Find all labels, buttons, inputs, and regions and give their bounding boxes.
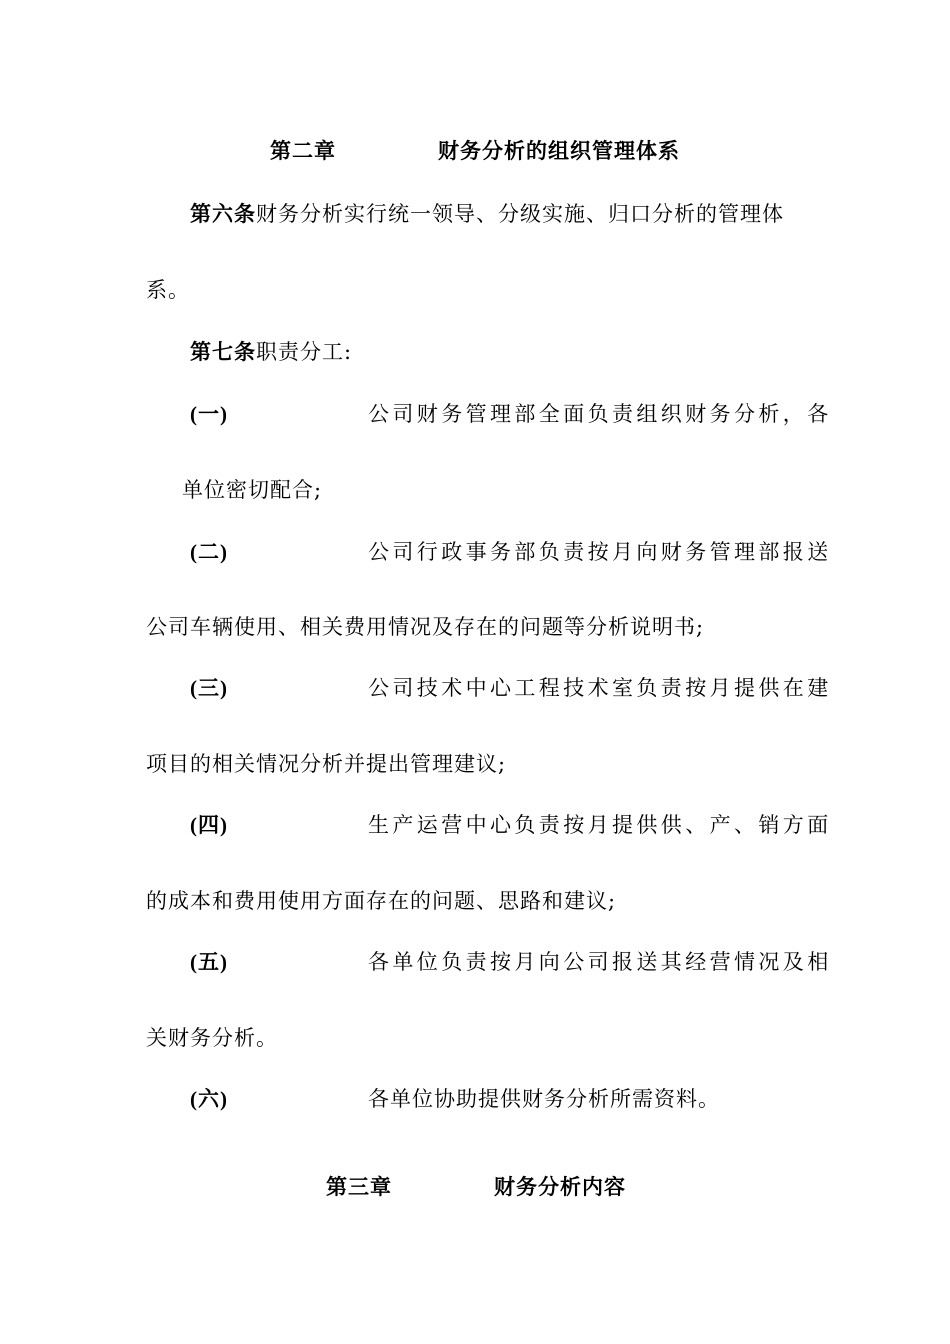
item-6-number: (六) xyxy=(190,1087,228,1111)
item-1-number: (一) xyxy=(190,402,228,426)
item-4-line-2: 的成本和费用使用方面存在的问题、思路和建议; xyxy=(146,889,617,913)
item-2-number: (二) xyxy=(190,540,228,564)
chapter-3-label: 第三章 xyxy=(326,1174,392,1199)
chapter-2-label: 第二章 xyxy=(270,138,336,163)
item-4-number: (四) xyxy=(190,813,228,837)
article-6-line-1 xyxy=(190,199,784,229)
item-5-number: (五) xyxy=(190,950,228,974)
chapter-3-title: 财务分析内容 xyxy=(494,1174,626,1199)
item-6-line-1: 各单位协助提供财务分析所需资料。 xyxy=(368,1087,720,1111)
item-2-line-1: 公司行政事务部负责按月向财务管理部报送 xyxy=(368,540,832,564)
article-7-line xyxy=(190,337,352,367)
item-3-number: (三) xyxy=(190,676,228,700)
item-3-line-1: 公司技术中心工程技术室负责按月提供在建 xyxy=(368,676,832,700)
article-6-label: 第六条 xyxy=(190,201,256,226)
item-2-line-2: 公司车辆使用、相关费用情况及存在的问题等分析说明书; xyxy=(146,615,705,639)
article-6-line-2: 系。 xyxy=(146,278,190,302)
article-6-text: 财务分析实行统一领导、分级实施、归口分析的管理体 xyxy=(256,202,784,226)
item-1-line-2: 单位密切配合; xyxy=(182,478,323,502)
article-7-label: 第七条 xyxy=(190,339,256,364)
item-5-line-1: 各单位负责按月向公司报送其经营情况及相 xyxy=(368,950,832,974)
item-4-line-1: 生产运营中心负责按月提供供、产、销方面 xyxy=(368,813,832,837)
item-1-line-1: 公司财务管理部全面负责组织财务分析，各 xyxy=(368,402,832,426)
item-5-line-2: 关财务分析。 xyxy=(146,1026,278,1050)
chapter-2-title: 财务分析的组织管理体系 xyxy=(438,138,680,163)
item-3-line-2: 项目的相关情况分析并提出管理建议; xyxy=(146,752,507,776)
article-7-text: 职责分工: xyxy=(256,340,353,364)
